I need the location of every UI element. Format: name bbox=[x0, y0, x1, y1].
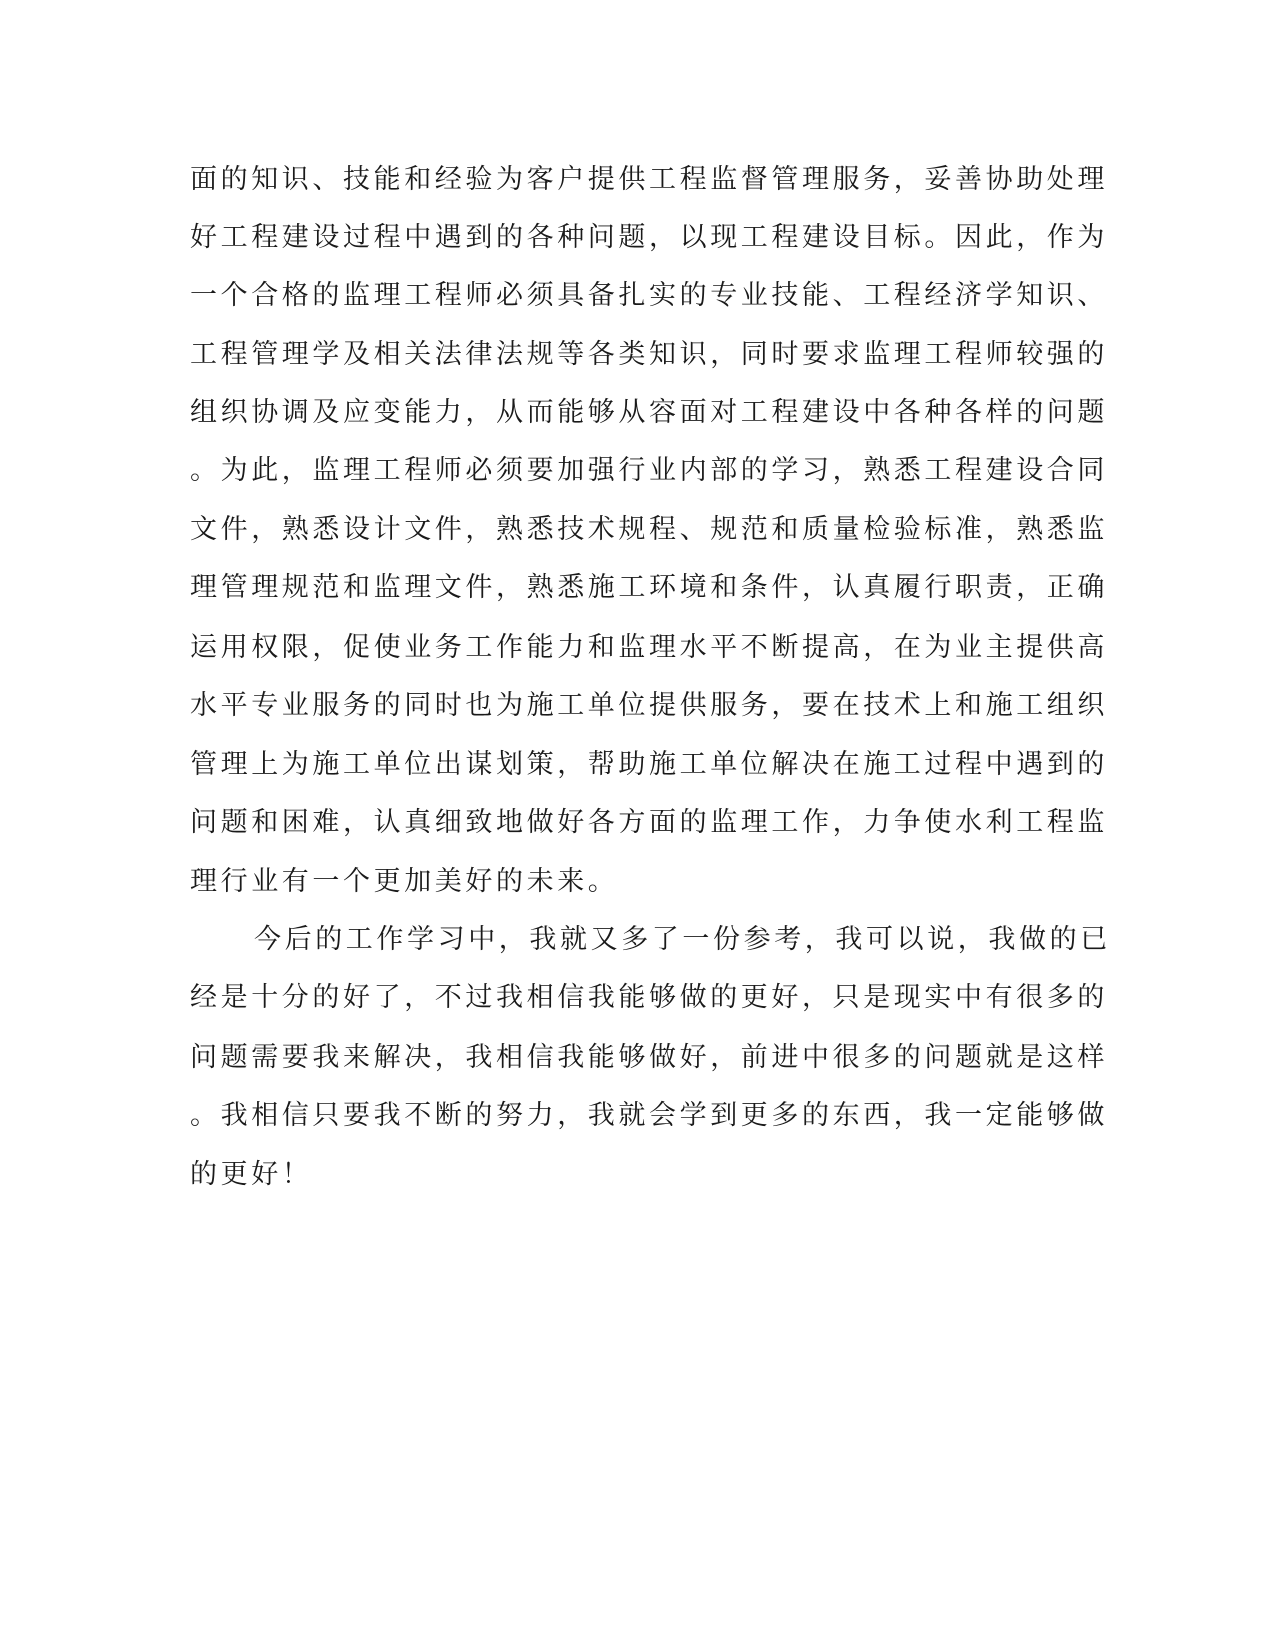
paragraph-2-line-3: 问题需要我来解决，我相信我能够做好，前进中很多的问题就是这样 bbox=[190, 1042, 1108, 1073]
paragraph-1-line-11: 管理上为施工单位出谋划策，帮助施工单位解决在施工过程中遇到的 bbox=[190, 749, 1108, 780]
paragraph-1-line-5: 组织协调及应变能力，从而能够从容面对工程建设中各种各样的问题 bbox=[190, 397, 1108, 428]
paragraph-1-line-8: 理管理规范和监理文件，熟悉施工环境和条件，认真履行职责，正确 bbox=[190, 572, 1108, 603]
paragraph-2-line-5: 的更好！ bbox=[190, 1159, 313, 1190]
paragraph-1-line-9: 运用权限，促使业务工作能力和监理水平不断提高，在为业主提供高 bbox=[190, 632, 1108, 663]
paragraph-1-line-1: 面的知识、技能和经验为客户提供工程监督管理服务，妥善协助处理 bbox=[190, 164, 1108, 195]
paragraph-2-line-2: 经是十分的好了，不过我相信我能够做的更好，只是现实中有很多的 bbox=[190, 982, 1108, 1013]
paragraph-1-line-7: 文件，熟悉设计文件，熟悉技术规程、规范和质量检验标准，熟悉监 bbox=[190, 514, 1108, 545]
paragraph-1-line-13: 理行业有一个更加美好的未来。 bbox=[190, 866, 619, 897]
paragraph-1-line-3: 一个合格的监理工程师必须具备扎实的专业技能、工程经济学知识、 bbox=[190, 280, 1108, 311]
paragraph-1-line-6: 。为此，监理工程师必须要加强行业内部的学习，熟悉工程建设合同 bbox=[190, 455, 1108, 486]
paragraph-2-line-4: 。我相信只要我不断的努力，我就会学到更多的东西，我一定能够做 bbox=[190, 1100, 1108, 1131]
paragraph-1-line-2: 好工程建设过程中遇到的各种问题，以现工程建设目标。因此，作为 bbox=[190, 222, 1108, 253]
paragraph-1-line-4: 工程管理学及相关法律法规等各类知识，同时要求监理工程师较强的 bbox=[190, 339, 1108, 370]
paragraph-1-line-10: 水平专业服务的同时也为施工单位提供服务，要在技术上和施工组织 bbox=[190, 690, 1108, 721]
paragraph-2-line-1: 今后的工作学习中，我就又多了一份参考，我可以说，我做的已 bbox=[254, 924, 1111, 955]
paragraph-1-line-12: 问题和困难，认真细致地做好各方面的监理工作，力争使水利工程监 bbox=[190, 807, 1108, 838]
